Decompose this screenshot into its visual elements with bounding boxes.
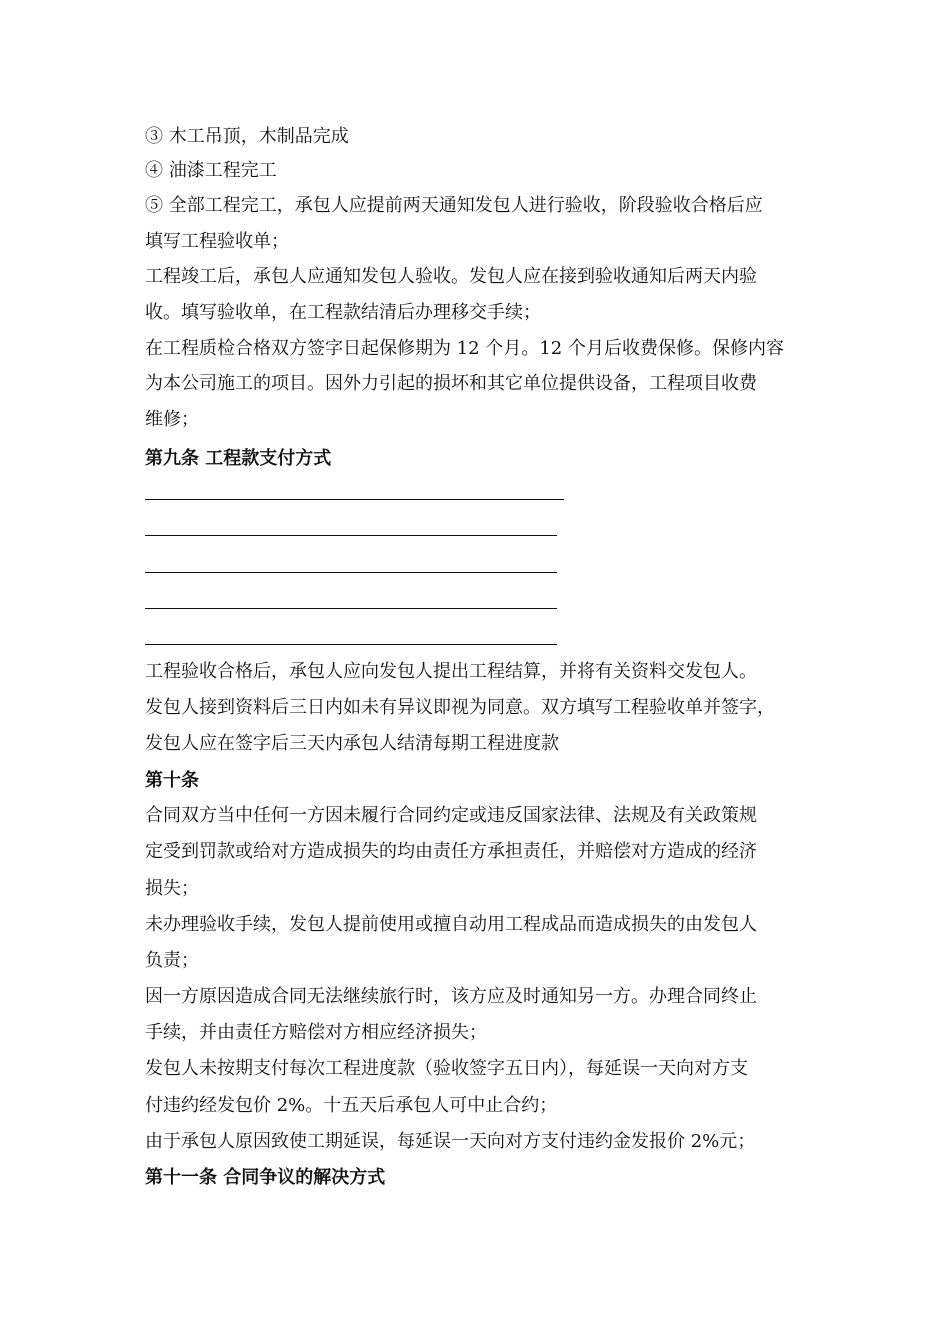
- blank-fill-line: [145, 608, 557, 609]
- text-line: 在工程质检合格双方签字日起保修期为 12 个月。12 个月后收费保修。保修内容: [145, 338, 784, 359]
- text-line: 定受到罚款或给对方造成损失的均由责任方承担责任，并赔偿对方造成的经济: [145, 841, 757, 862]
- text-line: 发包人应在签字后三天内承包人结清每期工程进度款: [145, 733, 559, 754]
- blank-fill-line: [145, 499, 564, 500]
- text-line: 发包人未按期支付每次工程进度款（验收签字五日内），每延误一天向对方支: [145, 1058, 748, 1079]
- text-line: 由于承包人原因致使工期延误，每延误一天向对方支付违约金发报价 2%元；: [145, 1131, 756, 1152]
- text-line: 未办理验收手续，发包人提前使用或擅自动用工程成品而造成损失的由发包人: [145, 914, 757, 935]
- list-item-4: ④ 油漆工程完工: [145, 160, 277, 181]
- text-line: 工程竣工后，承包人应通知发包人验收。发包人应在接到验收通知后两天内验: [145, 266, 757, 287]
- text-line: 付违约经发包价 2%。十五天后承包人可中止合约；: [145, 1095, 558, 1116]
- text-line: 发包人接到资料后三日内如未有异议即视为同意。双方填写工程验收单并签字，: [145, 697, 775, 718]
- article-10-heading: 第十条: [145, 770, 199, 791]
- list-item-3: ③ 木工吊顶，木制品完成: [145, 126, 349, 147]
- text-line: 收。填写验收单，在工程款结清后办理移交手续；: [145, 302, 541, 323]
- text-line: 工程验收合格后，承包人应向发包人提出工程结算，并将有关资料交发包人。: [145, 661, 757, 682]
- text-line: 为本公司施工的项目。因外力引起的损坏和其它单位提供设备，工程项目收费: [145, 373, 757, 394]
- text-line: 合同双方当中任何一方因未履行合同约定或违反国家法律、法规及有关政策规: [145, 805, 757, 826]
- text-line: 手续，并由责任方赔偿对方相应经济损失；: [145, 1022, 487, 1043]
- article-11-heading: 第十一条 合同争议的解决方式: [145, 1167, 386, 1188]
- text-line: 负责；: [145, 950, 199, 971]
- list-item-5: ⑤ 全部工程完工，承包人应提前两天通知发包人进行验收，阶段验收合格后应: [145, 195, 763, 216]
- blank-fill-line: [145, 572, 557, 573]
- text-line: 损失；: [145, 878, 199, 899]
- text-line: 因一方原因造成合同无法继续旅行时，该方应及时通知另一方。办理合同终止: [145, 986, 757, 1007]
- text-line: 填写工程验收单；: [145, 231, 289, 252]
- blank-fill-line: [145, 535, 557, 536]
- article-9-heading: 第九条 工程款支付方式: [145, 448, 332, 469]
- text-line: 维修；: [145, 409, 199, 430]
- blank-fill-line: [145, 644, 557, 645]
